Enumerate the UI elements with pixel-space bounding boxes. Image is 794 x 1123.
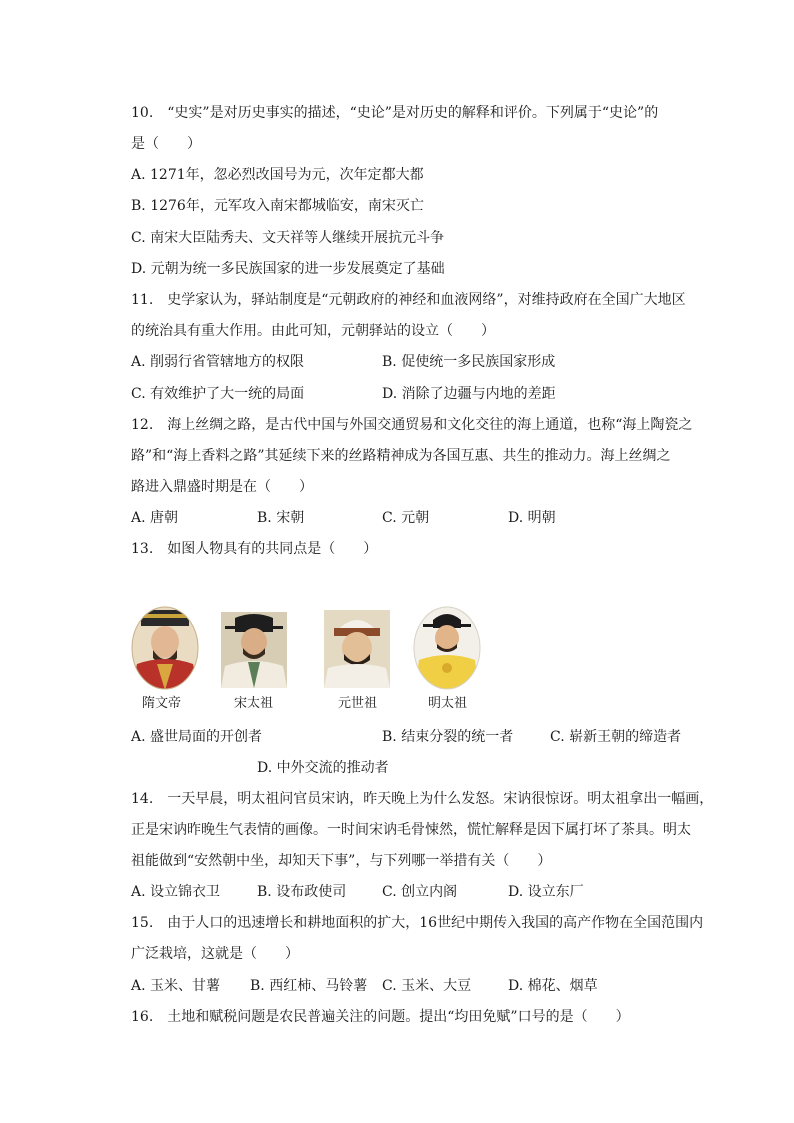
q14-option-b[interactable]: B. 设布政使司: [257, 884, 347, 900]
q12-option-d[interactable]: D. 明朝: [508, 510, 556, 526]
q12-option-b[interactable]: B. 宋朝: [257, 510, 305, 526]
q10-stem-line2: 是（ ）: [131, 136, 201, 152]
q12-stem-line1: 12. 海上丝绸之路，是古代中国与外国交通贸易和文化交往的海上通道，也称“海上陶瓷之: [131, 417, 693, 433]
q12-option-a[interactable]: A. 唐朝: [131, 510, 179, 526]
q15-option-b[interactable]: B. 西红柿、马铃薯: [250, 978, 368, 994]
portrait-song-taizu: [221, 612, 287, 688]
q12-stem-line3: 路进入鼎盛时期是在（ ）: [131, 479, 313, 495]
q10-option-b[interactable]: B. 1276年，元军攻入南宋都城临安，南宋灭亡: [131, 198, 424, 214]
yuan-shizu-image: [324, 610, 390, 688]
q14-option-a[interactable]: A. 设立锦衣卫: [131, 884, 221, 900]
caption-sui-wendi: 隋文帝: [142, 696, 182, 711]
q14-stem-line3: 祖能做到“安然朝中坐，却知天下事”，与下列哪一举措有关（ ）: [131, 853, 552, 869]
q11-option-c[interactable]: C. 有效维护了大一统的局面: [131, 386, 305, 402]
caption-ming-taizu: 明太祖: [428, 696, 468, 711]
ming-taizu-image: [413, 606, 481, 690]
q12-stem-line2: 路”和“海上香料之路”其延续下来的丝路精神成为各国互惠、共生的推动力。海上丝绸之: [131, 448, 671, 464]
q13-stem-line1: 13. 如图人物具有的共同点是（ ）: [131, 541, 378, 557]
q15-option-d[interactable]: D. 棉花、烟草: [508, 978, 598, 994]
q13-option-a[interactable]: A. 盛世局面的开创者: [131, 729, 263, 745]
portrait-ming-taizu: [413, 606, 481, 690]
caption-song-taizu: 宋太祖: [234, 696, 274, 711]
q14-stem-line2: 正是宋讷昨晚生气表情的画像。一时间宋讷毛骨悚然，慌忙解释是因下属打坏了茶具。明太: [131, 822, 691, 838]
q15-option-a[interactable]: A. 玉米、甘薯: [131, 978, 221, 994]
q15-stem-line1: 15. 由于人口的迅速增长和耕地面积的扩大，16世纪中期传入我国的高产作物在全国范围内: [131, 915, 704, 931]
q11-stem-line2: 的统治具有重大作用。由此可知，元朝驿站的设立（ ）: [131, 323, 495, 339]
q10-option-d[interactable]: D. 元朝为统一多民族国家的进一步发展奠定了基础: [131, 261, 445, 277]
q16-stem-line1: 16. 土地和赋税问题是农民普遍关注的问题。提出“均田免赋”口号的是（ ）: [131, 1009, 630, 1025]
song-taizu-image: [221, 612, 287, 688]
q11-option-d[interactable]: D. 消除了边疆与内地的差距: [382, 386, 556, 402]
q13-option-c[interactable]: C. 崭新王朝的缔造者: [550, 729, 682, 745]
q11-option-a[interactable]: A. 削弱行省管辖地方的权限: [131, 354, 305, 370]
sui-wendi-image: [131, 606, 199, 690]
portrait-yuan-shizu: [324, 610, 390, 688]
q10-stem-line1: 10. “史实”是对历史事实的描述，“史论”是对历史的解释和评价。下列属于“史论”的: [131, 105, 659, 121]
q14-option-c[interactable]: C. 创立内阁: [382, 884, 458, 900]
q14-option-d[interactable]: D. 设立东厂: [508, 884, 584, 900]
q10-option-a[interactable]: A. 1271年，忽必烈改国号为元，次年定都大都: [131, 167, 424, 183]
caption-yuan-shizu: 元世祖: [338, 696, 378, 711]
q13-option-d[interactable]: D. 中外交流的推动者: [257, 760, 389, 776]
q15-stem-line2: 广泛栽培，这就是（ ）: [131, 946, 299, 962]
q11-stem-line1: 11. 史学家认为，驿站制度是“元朝政府的神经和血液网络”，对维持政府在全国广大地区: [131, 292, 686, 308]
q10-option-c[interactable]: C. 南宋大臣陆秀夫、文天祥等人继续开展抗元斗争: [131, 230, 445, 246]
q11-option-b[interactable]: B. 促使统一多民族国家形成: [382, 354, 556, 370]
q14-stem-line1: 14. 一天早晨，明太祖问官员宋讷，昨天晚上为什么发怒。宋讷很惊讶。明太祖拿出一幅画，: [131, 791, 714, 807]
q12-option-c[interactable]: C. 元朝: [382, 510, 430, 526]
portrait-sui-wendi: [131, 606, 199, 690]
q13-option-b[interactable]: B. 结束分裂的统一者: [382, 729, 514, 745]
q15-option-c[interactable]: C. 玉米、大豆: [382, 978, 472, 994]
